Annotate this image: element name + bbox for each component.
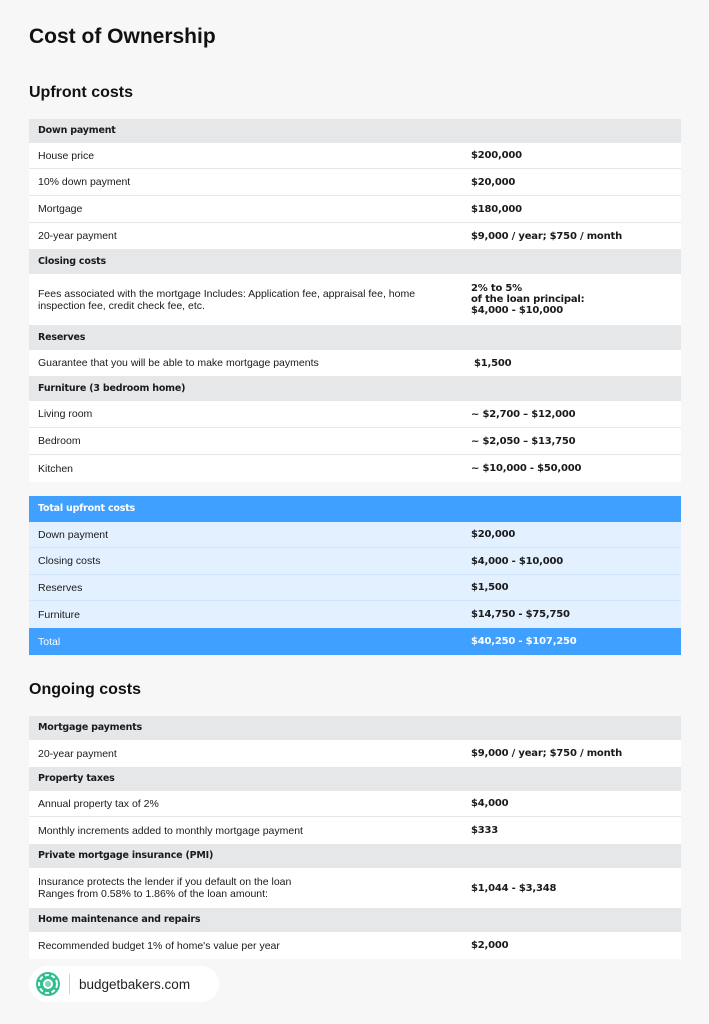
- total-label: Total: [38, 635, 61, 648]
- row-label: [29, 876, 471, 900]
- row-value: [471, 283, 681, 316]
- ongoing-heading: Ongoing costs: [29, 681, 141, 698]
- row-value: $180,000: [471, 203, 522, 215]
- value-line: of the loan principal:: [471, 294, 585, 305]
- row-label: Down payment: [38, 528, 109, 541]
- row-label: Fees associated with the mortgage Includes: Application fee, appraisal fee, home inspection fee, credit check fee, etc.: [38, 287, 416, 312]
- desc-line: Insurance protects the lender if you default on the loan: [38, 876, 292, 888]
- section-down-payment: [29, 119, 681, 143]
- row-value: ~ $2,700 – $12,000: [471, 408, 576, 420]
- section-label: Property taxes: [38, 773, 115, 784]
- brand-name[interactable]: budgetbakers.com: [79, 976, 191, 992]
- table-row: [29, 868, 681, 908]
- row-value: ~ $10,000 - $50,000: [471, 463, 582, 474]
- table-row: [29, 274, 681, 326]
- table-row: [29, 522, 681, 548]
- value-line: 2% to 5%: [471, 283, 522, 294]
- section-total-upfront: [29, 496, 681, 522]
- upfront-table: [29, 119, 681, 482]
- section-label: Home maintenance and repairs: [38, 914, 201, 925]
- row-label: 20-year payment: [38, 747, 117, 760]
- row-label: Furniture: [38, 608, 81, 621]
- footer-divider: [69, 974, 70, 994]
- row-value: $20,000: [471, 176, 516, 188]
- table-row: [29, 932, 681, 959]
- total-row: [29, 628, 681, 655]
- section-label: Private mortgage insurance (PMI): [38, 850, 214, 861]
- row-value: $1,500: [471, 582, 509, 593]
- section-mortgage-payments: [29, 716, 681, 740]
- table-row: [29, 740, 681, 767]
- row-label: Reserves: [38, 581, 83, 594]
- page-title: Cost of Ownership: [29, 25, 216, 48]
- section-label: Furniture (3 bedroom home): [38, 383, 186, 394]
- footer-brand[interactable]: [29, 966, 219, 1002]
- table-row: [29, 575, 681, 601]
- table-row: [29, 428, 681, 455]
- ongoing-table: [29, 716, 681, 959]
- section-furniture: [29, 377, 681, 401]
- section-pmi: [29, 844, 681, 868]
- table-row: [29, 401, 681, 428]
- section-maintenance: [29, 908, 681, 932]
- row-label: Annual property tax of 2%: [38, 797, 159, 810]
- table-row: [29, 350, 681, 377]
- section-label: Mortgage payments: [38, 722, 142, 733]
- upfront-heading: Upfront costs: [29, 84, 133, 101]
- table-row: [29, 548, 681, 575]
- row-label: Monthly increments added to monthly mortgage payment: [38, 824, 303, 837]
- table-row: [29, 143, 681, 169]
- row-label: Recommended budget 1% of home's value per year: [38, 939, 280, 952]
- section-property-taxes: [29, 767, 681, 791]
- row-label: House price: [38, 149, 95, 162]
- row-label: 10% down payment: [38, 176, 131, 188]
- row-label: Kitchen: [38, 462, 74, 475]
- row-value: $333: [471, 825, 499, 836]
- row-label: Guarantee that you will be able to make mortgage payments: [38, 357, 319, 369]
- row-label: Bedroom: [38, 435, 81, 447]
- desc-line: Ranges from 0.58% to 1.86% of the loan amount:: [38, 888, 268, 900]
- row-value: $200,000: [471, 150, 522, 161]
- table-row: [29, 169, 681, 196]
- row-value: $14,750 - $75,750: [471, 609, 570, 620]
- table-row: [29, 455, 681, 482]
- row-value: $4,000: [471, 798, 509, 809]
- section-label: Reserves: [38, 332, 86, 343]
- row-value: $4,000 - $10,000: [471, 555, 564, 567]
- section-label: Total upfront costs: [38, 503, 135, 514]
- table-row: [29, 817, 681, 844]
- section-label: Closing costs: [38, 256, 106, 267]
- row-value: $2,000: [471, 940, 509, 951]
- row-value: $1,500: [474, 357, 512, 369]
- total-value: $40,250 - $107,250: [471, 636, 577, 647]
- row-label: Living room: [38, 408, 93, 420]
- row-value: $9,000 / year; $750 / month: [471, 748, 623, 759]
- section-reserves: [29, 326, 681, 350]
- table-row: [29, 196, 681, 223]
- row-label: 20-year payment: [38, 230, 117, 242]
- row-value: $1,044 - $3,348: [471, 882, 557, 894]
- row-label: Closing costs: [38, 555, 101, 567]
- row-label: Mortgage: [38, 203, 83, 215]
- row-value: ~ $2,050 – $13,750: [471, 435, 576, 447]
- table-row: [29, 223, 681, 250]
- row-value: $9,000 / year; $750 / month: [471, 230, 623, 242]
- table-row: [29, 791, 681, 817]
- row-value: $20,000: [471, 529, 516, 540]
- table-row: [29, 601, 681, 628]
- section-label: Down payment: [38, 125, 116, 136]
- section-closing-costs: [29, 250, 681, 274]
- value-line: $4,000 - $10,000: [471, 305, 564, 316]
- totals-table: [29, 496, 681, 655]
- budgetbakers-logo-icon: [35, 971, 61, 997]
